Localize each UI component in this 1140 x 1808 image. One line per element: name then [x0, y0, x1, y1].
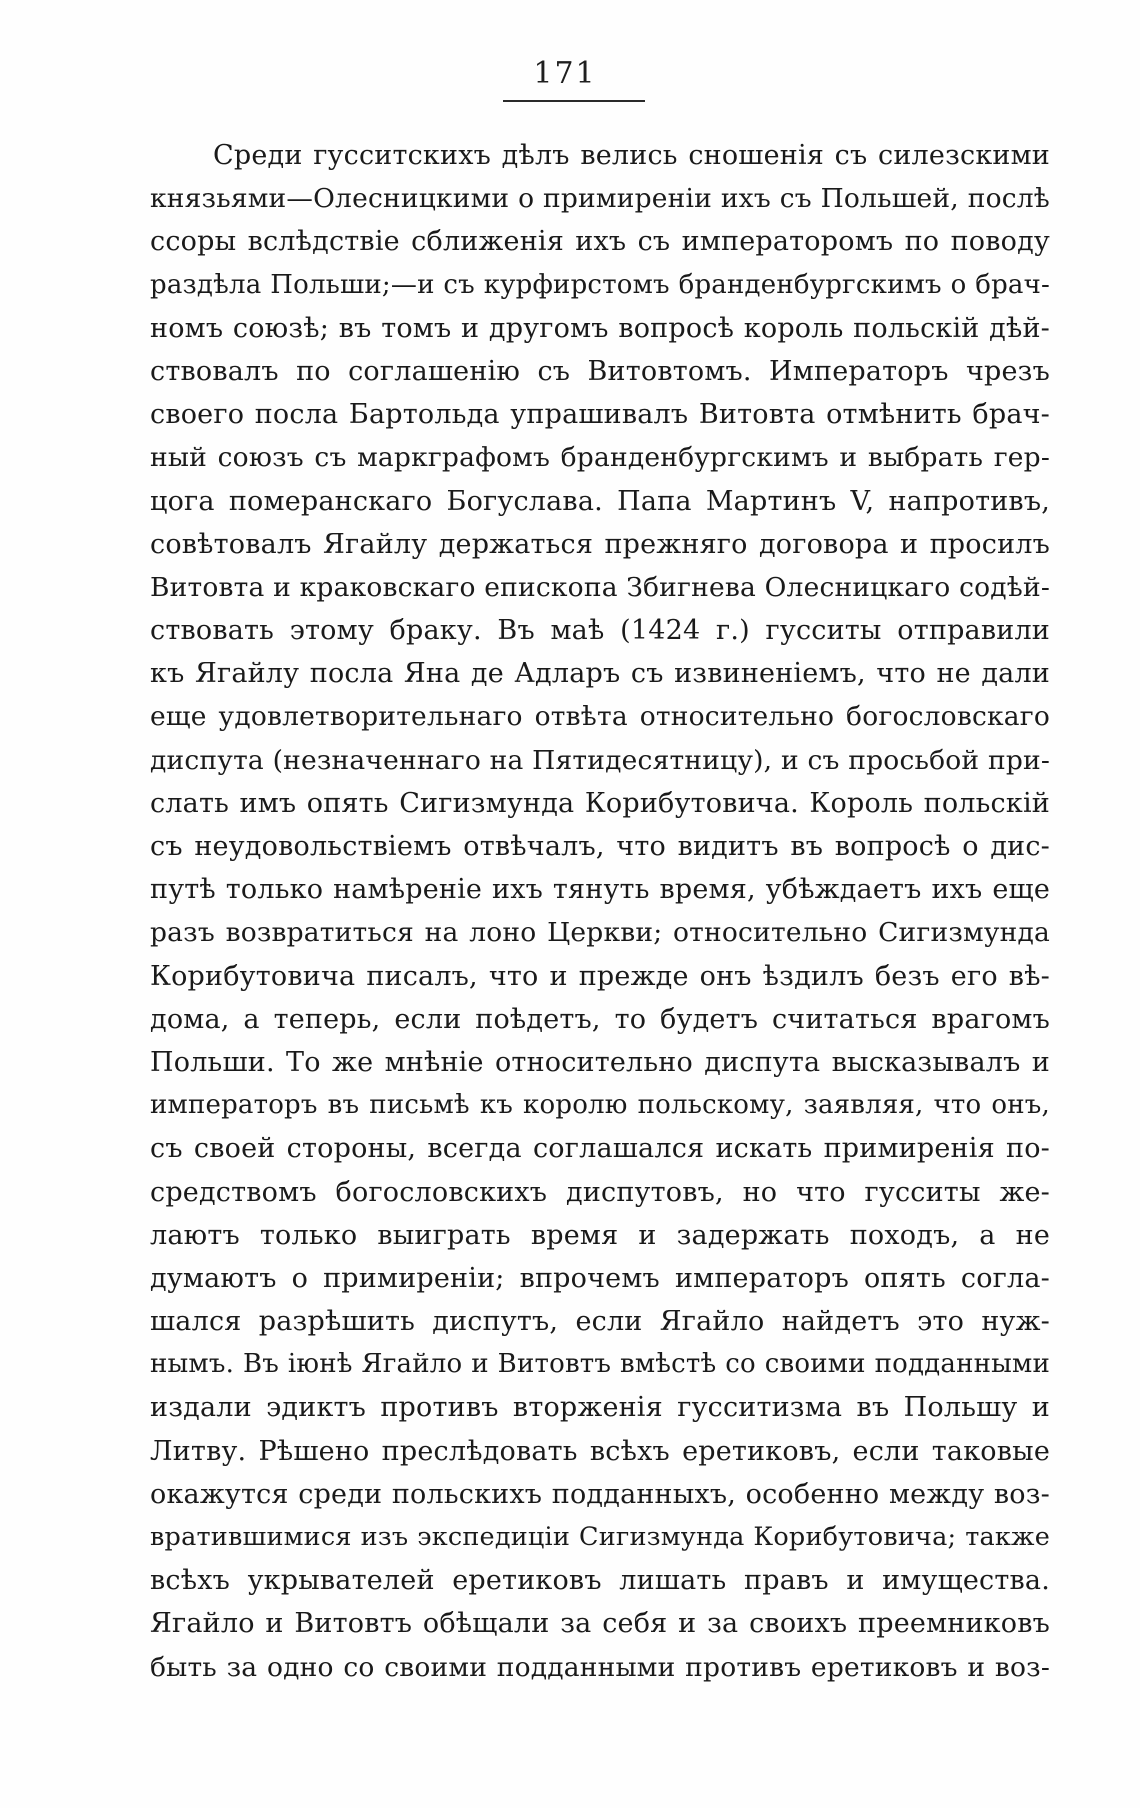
text-line: разъ возвратиться на лоно Церкви; относительно Сигизмунда [150, 917, 1050, 949]
text-line: думаютъ о примиреніи; впрочемъ императоръ опять согла- [150, 1262, 1050, 1294]
text-line: диспута (незначеннаго на Пятидесятницу), и съ просьбой при- [150, 744, 1050, 776]
text-line: еще удовлетворительнаго отвѣта относительно богословскаго [150, 701, 1050, 733]
text-line: къ Ягайлу посла Яна де Адларъ съ извиненіемъ, что не дали [150, 658, 1050, 690]
text-line: быть за одно со своими подданными противъ еретиковъ и воз- [150, 1651, 1050, 1683]
text-line: путѣ только намѣреніе ихъ тянуть время, убѣждаетъ ихъ еще [150, 874, 1050, 906]
text-line: слать имъ опять Сигизмунда Корибутовича. Король польскій [150, 787, 1050, 819]
text-line: лаютъ только выиграть время и задержать походъ, а не [150, 1219, 1050, 1251]
text-line: всѣхъ укрывателей еретиковъ лишать правъ и имущества. [150, 1565, 1050, 1597]
page-number: 171 [533, 56, 597, 91]
text-line: Корибутовича писалъ, что и прежде онъ ѣздилъ безъ его вѣ- [150, 960, 1050, 992]
text-line: Польши. То же мнѣніе относительно диспута высказывалъ и [150, 1046, 1050, 1078]
text-line: ствовать этому браку. Въ маѣ (1424 г.) гусситы отправили [150, 615, 1050, 647]
text-line: окажутся среди польскихъ подданныхъ, особенно между воз- [150, 1478, 1050, 1510]
text-line: ссоры вслѣдствіе сближенія ихъ съ императоромъ по поводу [150, 226, 1050, 258]
text-line: съ неудовольствіемъ отвѣчалъ, что видитъ въ вопросѣ о дис- [150, 831, 1050, 862]
text-line: ный союзъ съ маркграфомъ бранденбургскимъ и выбрать гер- [150, 442, 1050, 474]
body-text [150, 134, 1050, 1689]
text-line: съ своей стороны, всегда соглашался искать примиренія по- [150, 1133, 1050, 1165]
text-line: Витовта и краковскаго епископа Збигнева Олесницкаго содѣй- [150, 571, 1050, 603]
text-line: нымъ. Въ іюнѣ Ягайло и Витовтъ вмѣстѣ со своими подданными [150, 1349, 1050, 1380]
text-line: раздѣла Польши;—и съ курфирстомъ бранденбургскимъ о брач- [150, 269, 1050, 300]
text-line: издали эдиктъ противъ вторженія гусситизма въ Польшу и [150, 1392, 1050, 1424]
text-line: вратившимися изъ экспедиціи Сигизмунда Корибутовича; также [150, 1522, 1050, 1552]
text-line: императоръ въ письмѣ къ королю польскому, заявляя, что онъ, [150, 1090, 1050, 1121]
text-line: дома, а теперь, если поѣдетъ, то будетъ считаться врагомъ [150, 1003, 1050, 1035]
text-line: совѣтовалъ Ягайлу держаться прежняго договора и просилъ [150, 528, 1050, 560]
text-line: номъ союзѣ; въ томъ и другомъ вопросѣ король польскій дѣй- [150, 312, 1050, 344]
text-line: Литву. Рѣшено преслѣдовать всѣхъ еретиковъ, если таковые [150, 1435, 1050, 1467]
text-line: ствовалъ по соглашенію съ Витовтомъ. Императоръ чрезъ [150, 355, 1050, 387]
text-line: Среди гусситскихъ дѣлъ велись сношенія съ силезскими [213, 140, 1050, 171]
text-line: шался разрѣшить диспутъ, если Ягайло найдетъ это нуж- [150, 1306, 1050, 1338]
text-line: князьями—Олесницкими о примиреніи ихъ съ Польшей, послѣ [150, 183, 1050, 215]
text-line: своего посла Бартольда упрашивалъ Витовта отмѣнить брач- [150, 399, 1050, 431]
text-line: цога померанскаго Богуслава. Папа Мартинъ V, напротивъ, [150, 485, 1050, 517]
text-line: Ягайло и Витовтъ обѣщали за себя и за своихъ преемниковъ [150, 1608, 1050, 1640]
page-number-rule [503, 100, 645, 102]
text-line: средствомъ богословскихъ диспутовъ, но что гусситы же- [150, 1176, 1050, 1208]
